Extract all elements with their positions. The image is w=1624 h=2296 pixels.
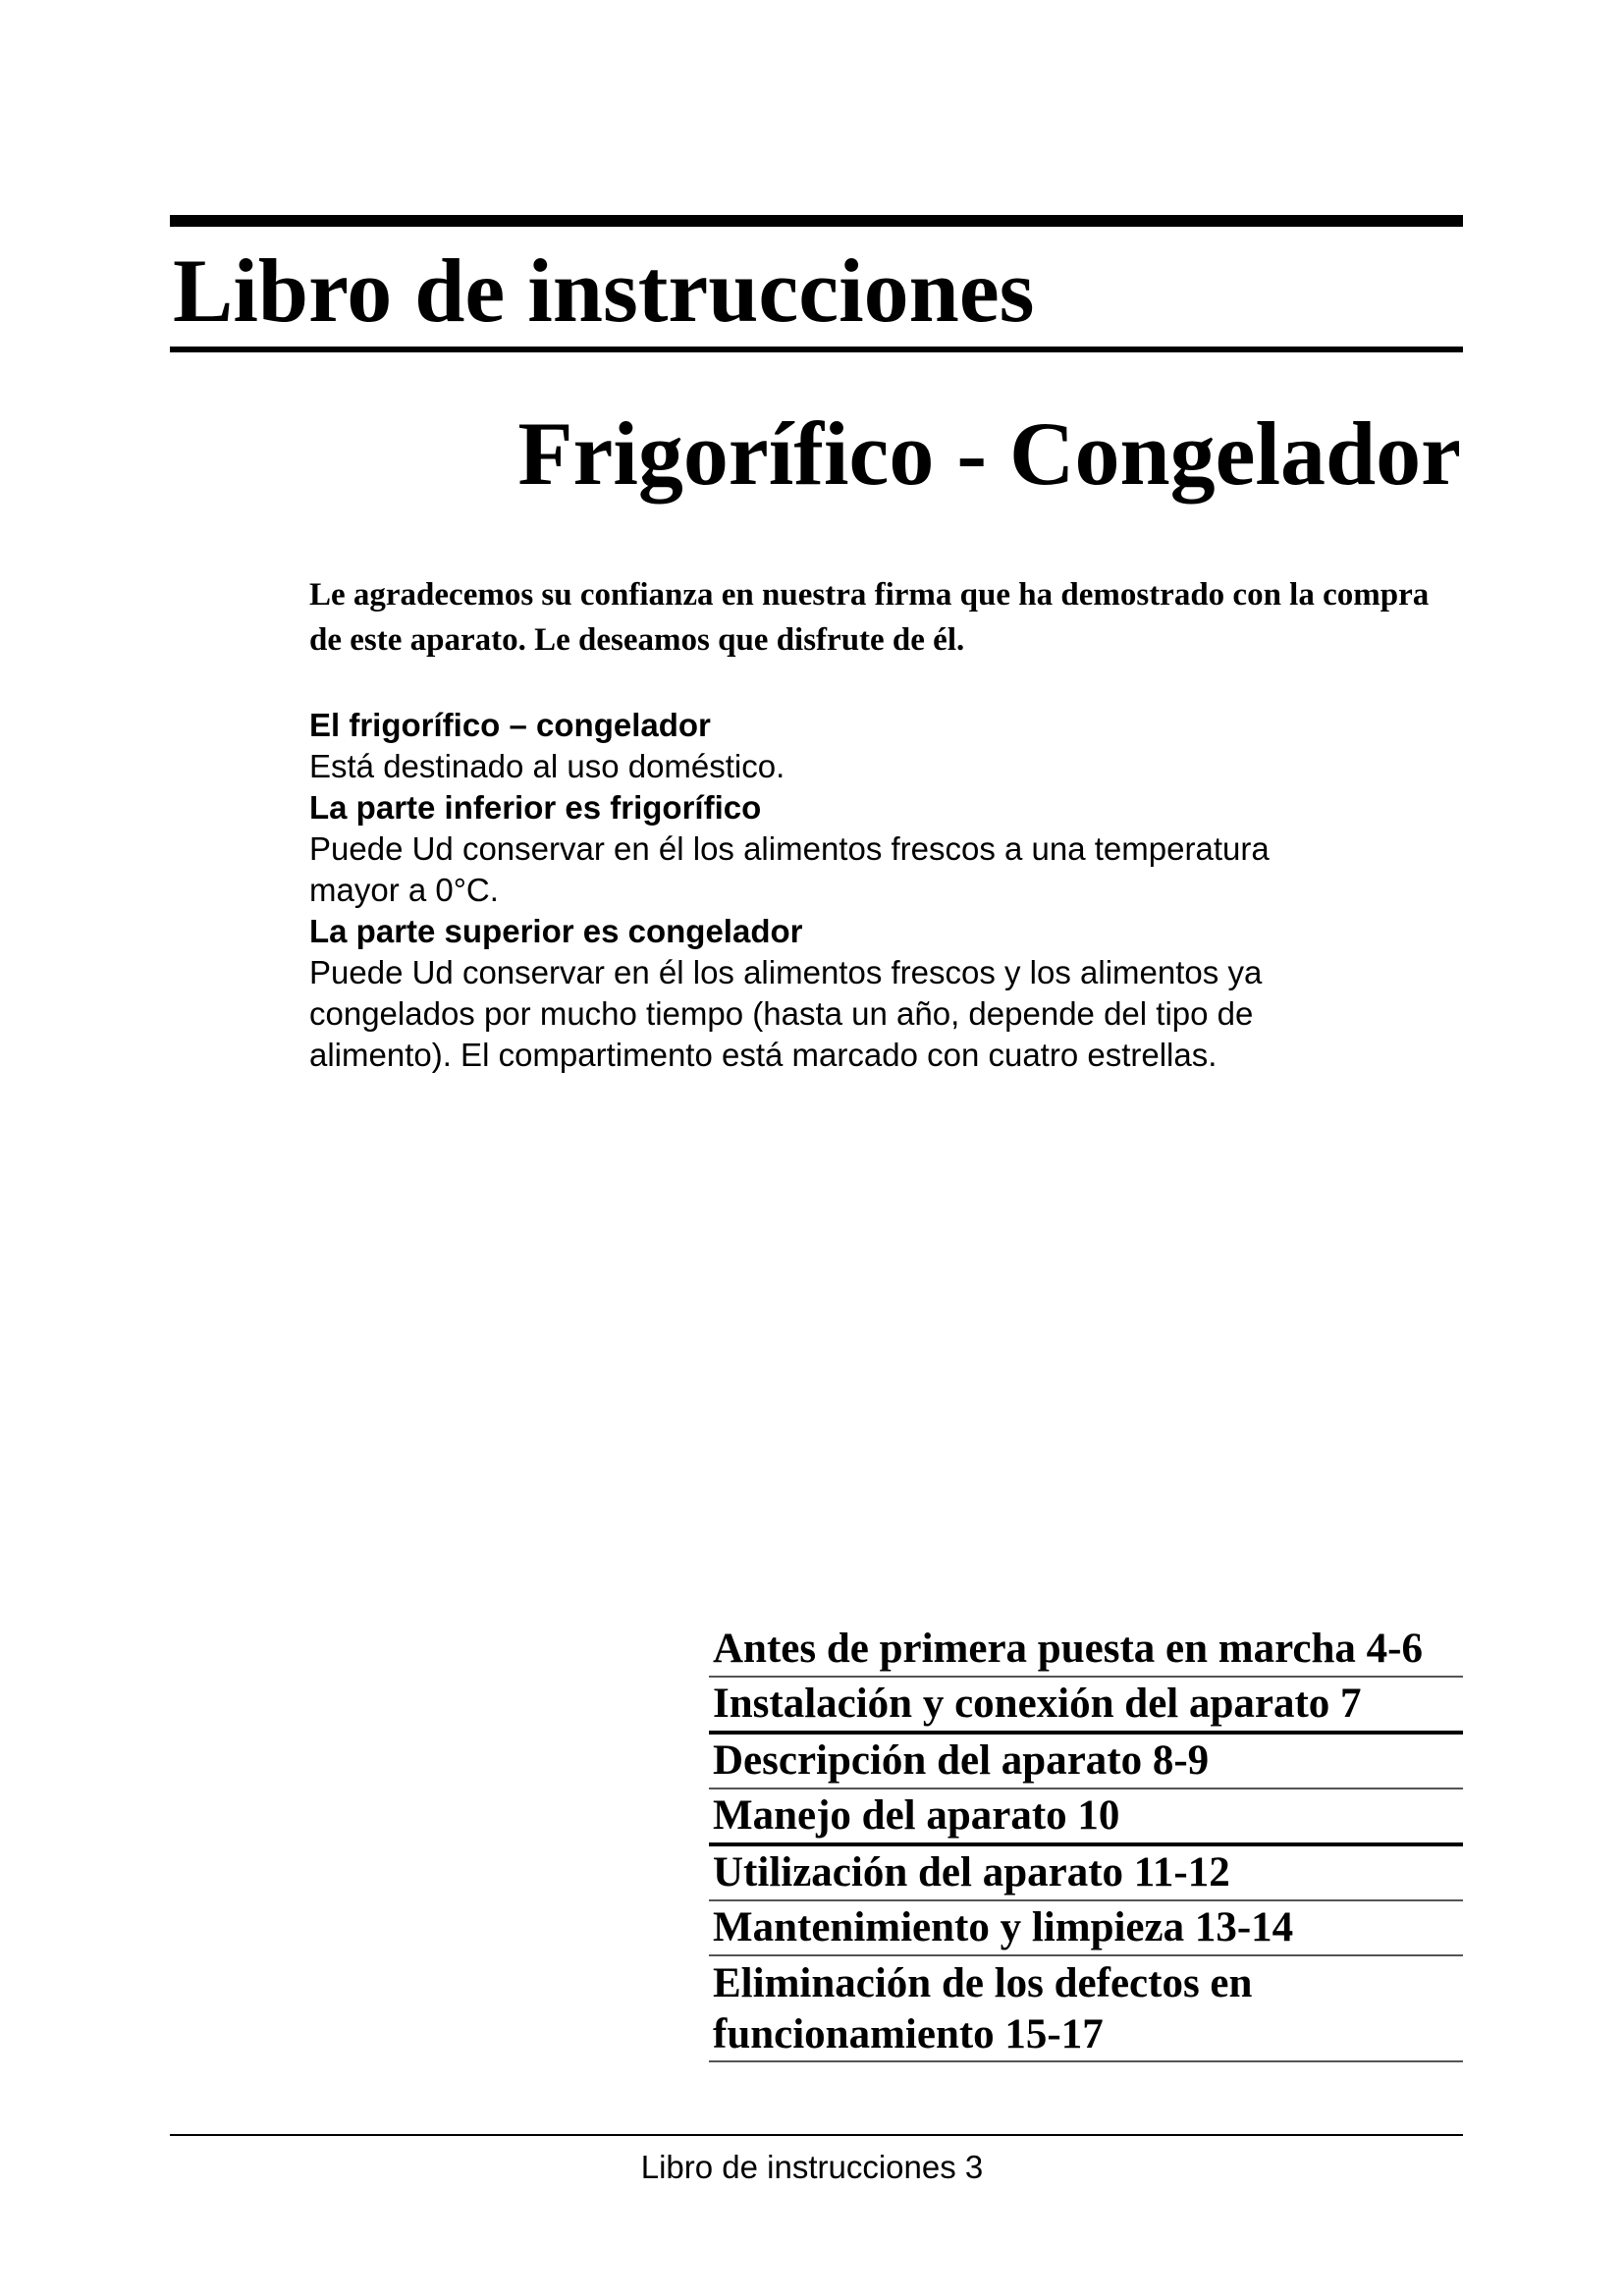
toc-item-troubleshooting[interactable]: Eliminación de los defectos en funcionamiento 15-17 bbox=[709, 1956, 1463, 2062]
section-fridge bbox=[309, 787, 1448, 911]
section-text: Puede Ud conservar en él los alimentos frescos a una temperatura mayor a 0°C. bbox=[309, 830, 1270, 908]
toc-item-maintenance[interactable]: Mantenimiento y limpieza 13-14 bbox=[709, 1901, 1463, 1956]
section-heading: El frigorífico – congelador bbox=[309, 707, 711, 743]
section-text: Está destinado al uso doméstico. bbox=[309, 748, 785, 784]
section-heading: La parte superior es congelador bbox=[309, 913, 803, 949]
table-of-contents bbox=[709, 1623, 1463, 2062]
section-heading: La parte inferior es frigorífico bbox=[309, 789, 762, 826]
section-text: Puede Ud conservar en él los alimentos frescos y los alimentos ya congelados por mucho tiempo (hasta un año, depende del tipo de alimento). El compartimento está marcado con cuatro estrellas. bbox=[309, 954, 1263, 1073]
toc-item-installation[interactable]: Instalación y conexión del aparato 7 bbox=[709, 1678, 1463, 1735]
section-freezer bbox=[309, 911, 1448, 1076]
toc-item-usage[interactable]: Utilización del aparato 11-12 bbox=[709, 1846, 1463, 1901]
toc-item-description[interactable]: Descripción del aparato 8-9 bbox=[709, 1735, 1463, 1789]
top-thick-rule bbox=[170, 215, 1463, 227]
toc-item-operation[interactable]: Manejo del aparato 10 bbox=[709, 1789, 1463, 1846]
document-subtitle: Frigorífico - Congelador bbox=[517, 403, 1461, 504]
section-appliance bbox=[309, 705, 1448, 787]
document-title: Libro de instrucciones bbox=[173, 240, 1035, 341]
page-footer: Libro de instrucciones 3 bbox=[640, 2149, 984, 2185]
description-block bbox=[309, 705, 1448, 1076]
intro-paragraph: Le agradecemos su confianza en nuestra firma que ha demostrado con la compra de este aparato. Le deseamos que disfrute de él. bbox=[309, 577, 1430, 658]
title-underline-rule bbox=[170, 347, 1463, 352]
footer-rule bbox=[170, 2134, 1463, 2136]
toc-item-before-first-use[interactable]: Antes de primera puesta en marcha 4-6 bbox=[709, 1623, 1463, 1678]
